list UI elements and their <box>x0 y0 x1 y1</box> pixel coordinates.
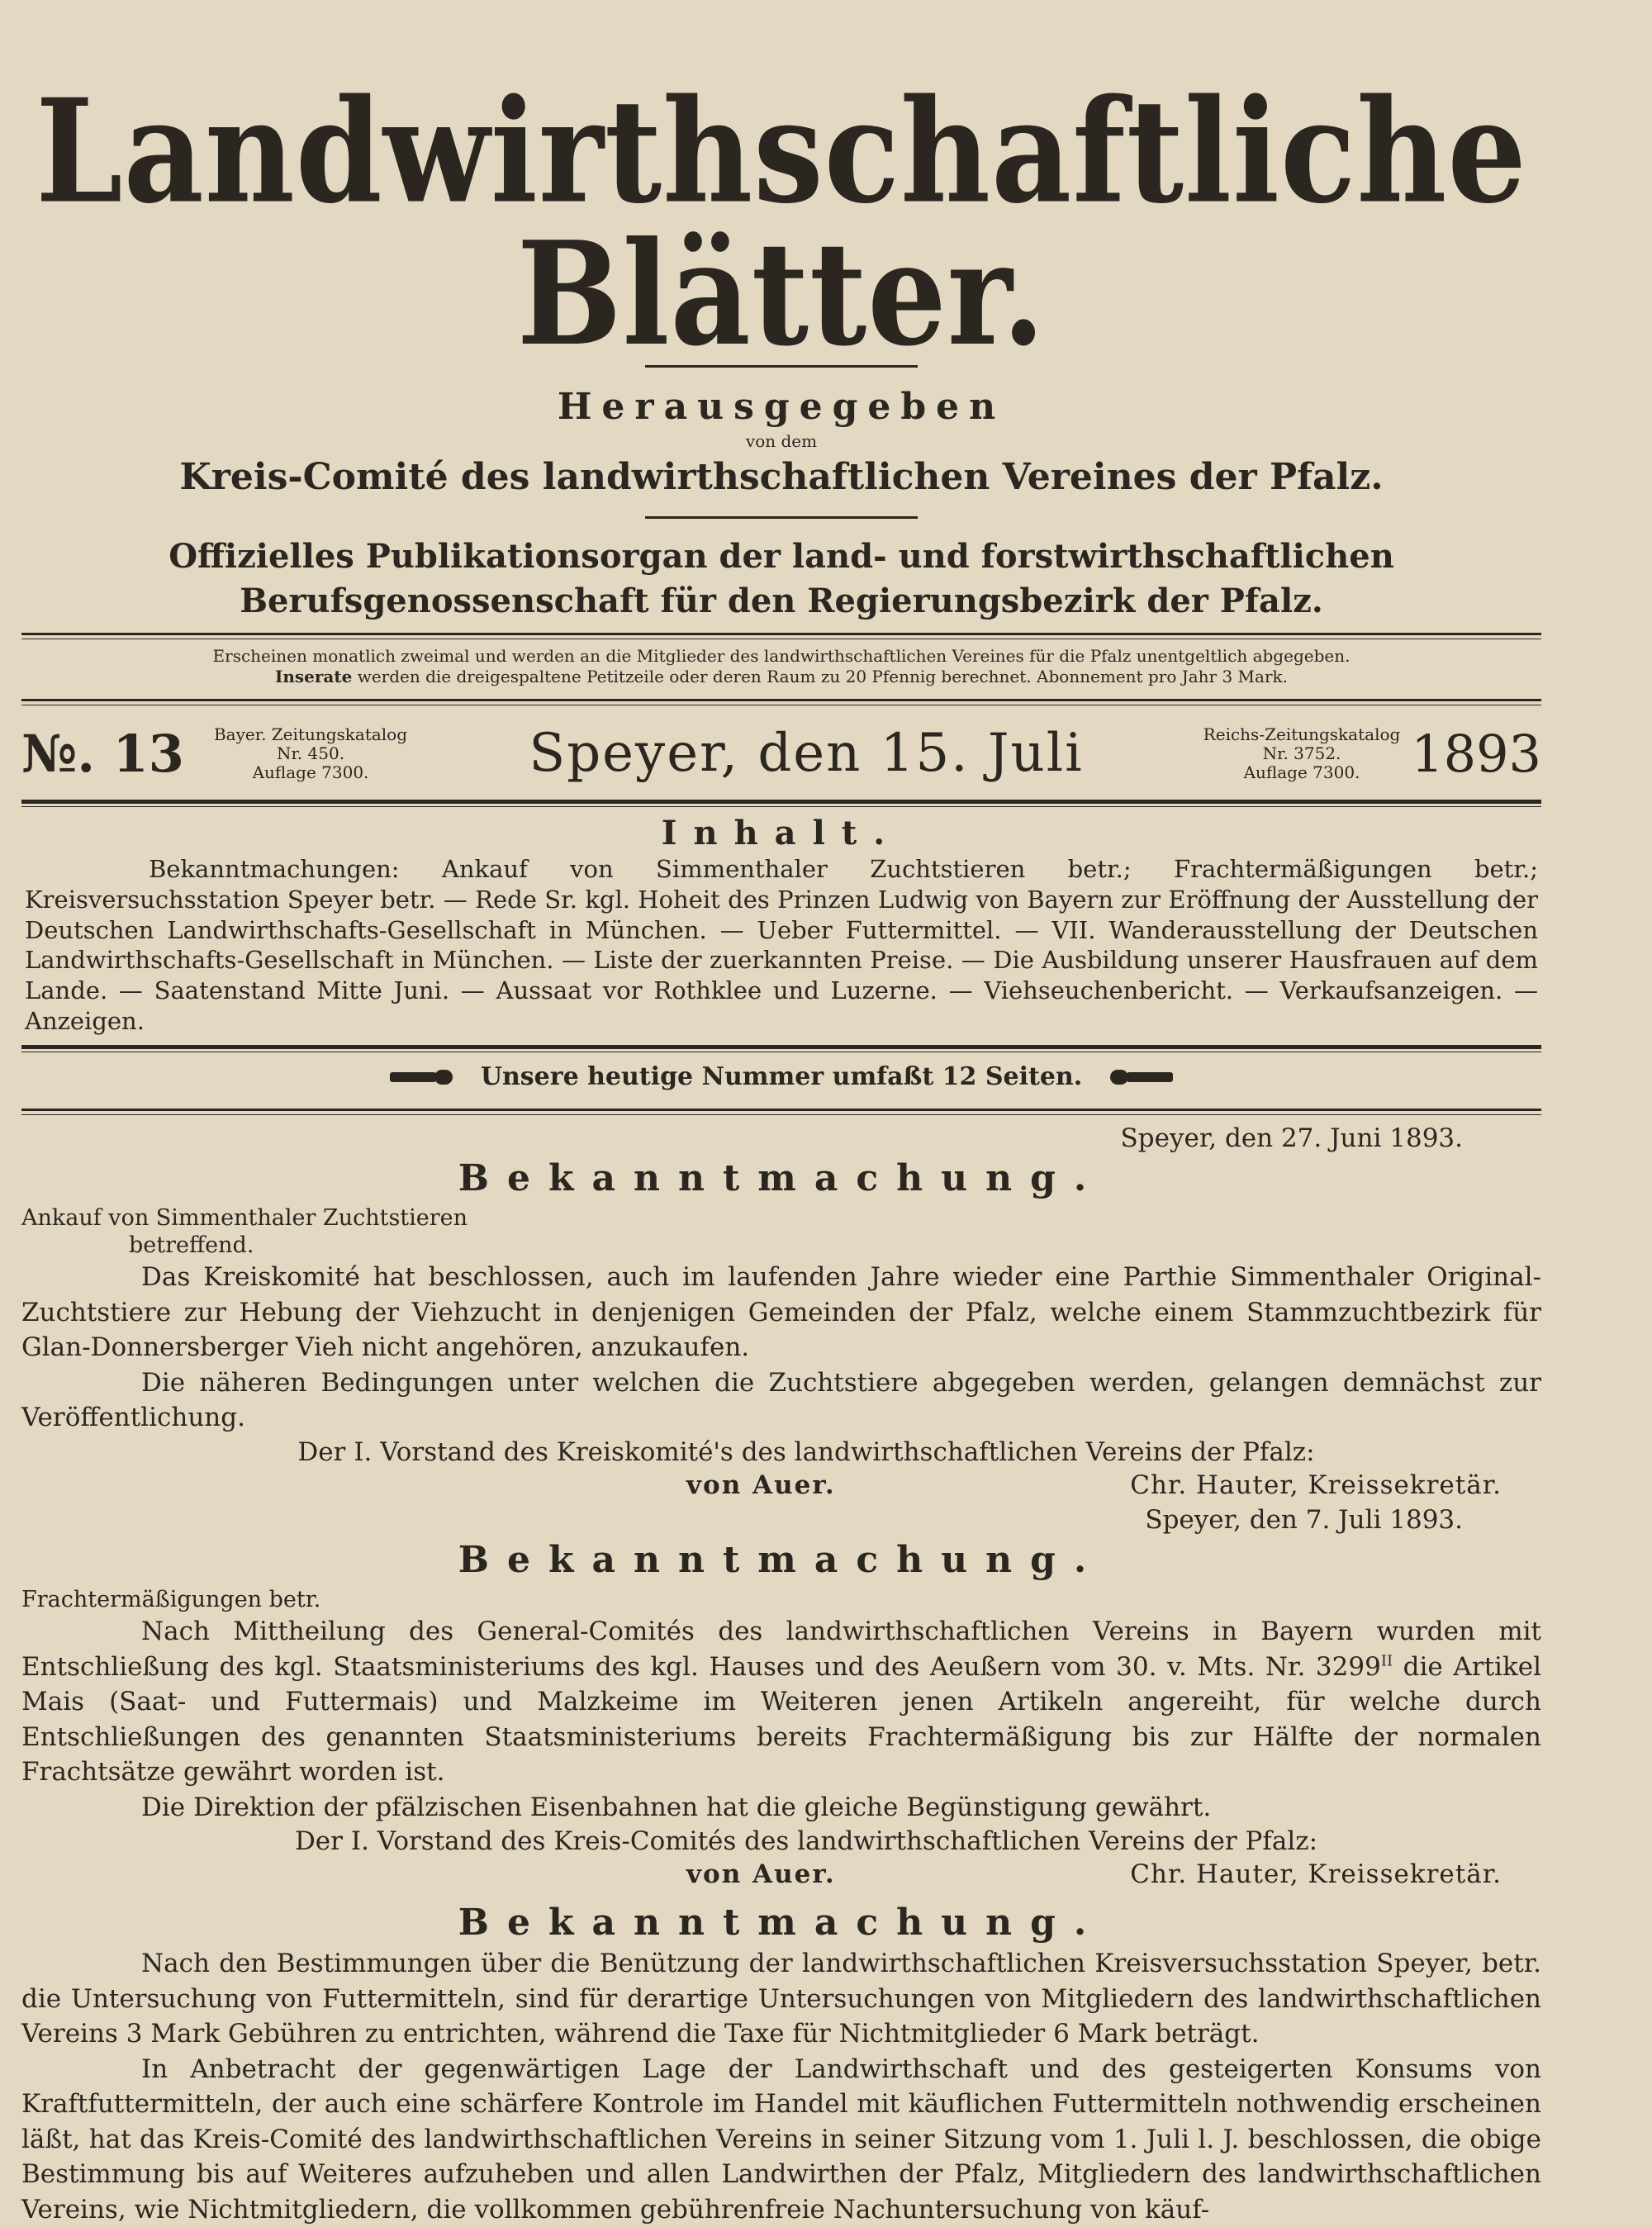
article-3-paragraph-1: Nach den Bestimmungen über die Benützung der landwirthschaftlichen Kreisversuchsstation Speyer, betr. die Untersuchung von Futtermitteln, sind für derartige Untersuchungen von Mitgliedern des landwirthschaftlichen Vereins 3 Mark Gebühren zu entrichten, während die Taxe für Nichtmitglieder 6 Mark beträgt. <box>21 1949 1541 2049</box>
inserate-label: Inserate <box>275 667 353 686</box>
right-catalog-line-3: Auflage 7300. <box>1243 762 1360 782</box>
article-1-date: Speyer, den 27. Juni 1893. <box>1120 1123 1463 1153</box>
article-1-subject-line-2: betreffend. <box>129 1232 254 1259</box>
left-catalog-line-2: Nr. 450. <box>276 743 345 763</box>
article-3-title: Bekanntmachung. <box>458 1902 1105 1944</box>
notice-rule-top <box>21 633 1541 639</box>
article-2-signature-intro: Der I. Vorstand des Kreis-Comités des landwirthschaftlichen Vereins der Pfalz: <box>294 1826 1318 1857</box>
notice-rule-bottom <box>21 699 1541 705</box>
article-2-superscript: II <box>1380 1652 1393 1670</box>
article-1-signature <box>21 1469 1541 1503</box>
issue-dateline: Speyer, den 15. Juli <box>529 723 1084 784</box>
issue-year: 1893 <box>1411 723 1541 784</box>
left-catalog-line-3: Auflage 7300. <box>252 762 369 782</box>
herausgegeben-line: Herausgegeben <box>557 386 1006 428</box>
von-dem-line: von dem <box>745 431 818 451</box>
article-2-title: Bekanntmachung. <box>458 1539 1105 1582</box>
article-2-paragraph-1 <box>21 1614 1541 1789</box>
publisher-name: Kreis-Comité des landwirthschaftlichen Vereines der Pfalz. <box>179 456 1384 498</box>
article-2-signer: von Auer. <box>686 1859 836 1890</box>
article-3-paragraph-2: In Anbetracht der gegenwärtigen Lage der Landwirthschaft und des gesteigerten Konsums von Kraftfuttermitteln, der auch eine schärfere Kontrole im Handel mit käuflichen Futtermitteln nothwendig erscheinen läßt, hat das Kreis-Comité des landwirthschaftlichen Vereins in seiner Sitzung vom 1. Juli l. J. beschlossen, die obige Bestimmung bis auf Weiteres aufzuheben und allen Landwirthen der Pfalz, Mitgliedern des landwirthschaftlichen Vereins, wie Nichtmitgliedern, die vollkommen gebührenfreie Nachuntersuchung von käuf- <box>21 2054 1541 2225</box>
inhalt-title: Inhalt. <box>661 814 902 852</box>
article-1-signature-intro: Der I. Vorstand des Kreiskomité's des landwirthschaftlichen Vereins der Pfalz: <box>297 1436 1315 1467</box>
article-1-subject <box>21 1205 1541 1260</box>
masthead-title: Landwirthschaftliche Blätter. <box>36 68 1527 378</box>
page-count-rule <box>21 1109 1541 1115</box>
right-catalog-line-2: Nr. 3752. <box>1262 743 1341 763</box>
right-catalog <box>1194 725 1409 782</box>
right-catalog-line-1: Reichs-Zeitungskatalog <box>1203 724 1401 744</box>
pointing-hand-left-icon <box>1107 1068 1173 1086</box>
article-1-title: Bekanntmachung. <box>458 1157 1105 1200</box>
article-1-secretary: Chr. Hauter, Kreissekretär. <box>1130 1470 1502 1500</box>
article-2-paragraph-1-a: Nach Mittheilung des General-Comités des landwirthschaftlichen Vereins in Bayern wurden mit Entschließung des kgl. Staatsministeriums des kgl. Hauses und des Aeußern vom 30. v. Mts. Nr. 3299 <box>21 1617 1541 1682</box>
issue-number: №. 13 <box>21 723 184 784</box>
article-1-paragraph-2: Die näheren Bedingungen unter welchen die Zuchtstiere abgegeben werden, gelangen demnächst zur Veröffentlichung. <box>21 1367 1541 1433</box>
notice-line-2 <box>21 667 1541 687</box>
inhalt-text: Bekanntmachungen: Ankauf von Simmenthaler Zuchtstieren betr.; Frachtermäßigungen betr.; Kreisversuchsstation Speyer betr. — Rede Sr. kgl. Hoheit des Prinzen Ludwig von Bayern zur Eröffnung der Ausstellung der Deutschen Landwirthschafts-Gesellschaft in München. — Ueber Futtermittel. — VII. Wanderausstellung der Deutschen Landwirthschafts-Gesellschaft in München. — Liste der zuerkannten Preise. — Die Ausbildung unserer Hausfrauen auf dem Lande. — Saatenstand Mitte Juni. — Aussaat vor Rothklee und Luzerne. — Viehseuchenbericht. — Verkaufsanzeigen. — Anzeigen. <box>25 855 1538 1036</box>
notice-line-1: Erscheinen monatlich zweimal und werden an die Mitglieder des landwirthschaftlichen Vereines für die Pfalz unentgeltlich abgegeben. <box>212 646 1351 666</box>
official-line-1: Offizielles Publikationsorgan der land- und forstwirthschaftlichen <box>169 537 1394 576</box>
article-2-paragraph-1-b: die Artikel Mais (Saat- und Futtermais) und Malzkeime im Weiteren jenen Artikeln angereiht, für welche durch Entschließungen des genannten Staatsministeriums bereits Frachtermäßigung bis zur Hälfte der normalen Frachtsätze gewährt worden ist. <box>21 1651 1542 1788</box>
article-2-paragraph-2: Die Direktion der pfälzischen Eisenbahnen hat die gleiche Begünstigung gewährt. <box>141 1792 1212 1822</box>
page-count: Unsere heutige Nummer umfaßt 12 Seiten. <box>480 1062 1083 1092</box>
publisher-rule <box>645 516 918 519</box>
toc-rule <box>21 1045 1541 1052</box>
inserate-text: werden die dreigespaltene Petitzeile oder deren Raum zu 20 Pfennig berechnet. Abonnement pro Jahr 3 Mark. <box>357 667 1288 686</box>
article-2-date: Speyer, den 7. Juli 1893. <box>1145 1504 1463 1535</box>
article-1-paragraph-1: Das Kreiskomité hat beschlossen, auch im laufenden Jahre wieder eine Parthie Simmenthaler Original-Zuchtstiere zur Hebung der Viehzucht in denjenigen Gemeinden der Pfalz, welche einem Stammzuchtbezirk für Glan-Donnersberger Vieh nicht angehören, anzukaufen. <box>21 1262 1541 1363</box>
issue-rule <box>21 800 1541 807</box>
left-catalog-line-1: Bayer. Zeitungskatalog <box>213 724 408 744</box>
official-line-2: Berufsgenossenschaft für den Regierungsbezirk der Pfalz. <box>240 582 1323 620</box>
page-count-row <box>21 1057 1541 1097</box>
article-1-signer: von Auer. <box>686 1470 836 1500</box>
article-2-secretary: Chr. Hauter, Kreissekretär. <box>1130 1859 1502 1890</box>
article-2-subject: Frachtermäßigungen betr. <box>21 1587 321 1613</box>
issue-bar <box>21 712 1541 795</box>
article-2-signature <box>21 1858 1541 1892</box>
article-1-subject-line-1: Ankauf von Simmenthaler Zuchtstieren <box>21 1205 468 1232</box>
newspaper-page <box>21 0 1541 2227</box>
pointing-hand-right-icon <box>390 1068 456 1086</box>
left-catalog <box>203 725 418 782</box>
